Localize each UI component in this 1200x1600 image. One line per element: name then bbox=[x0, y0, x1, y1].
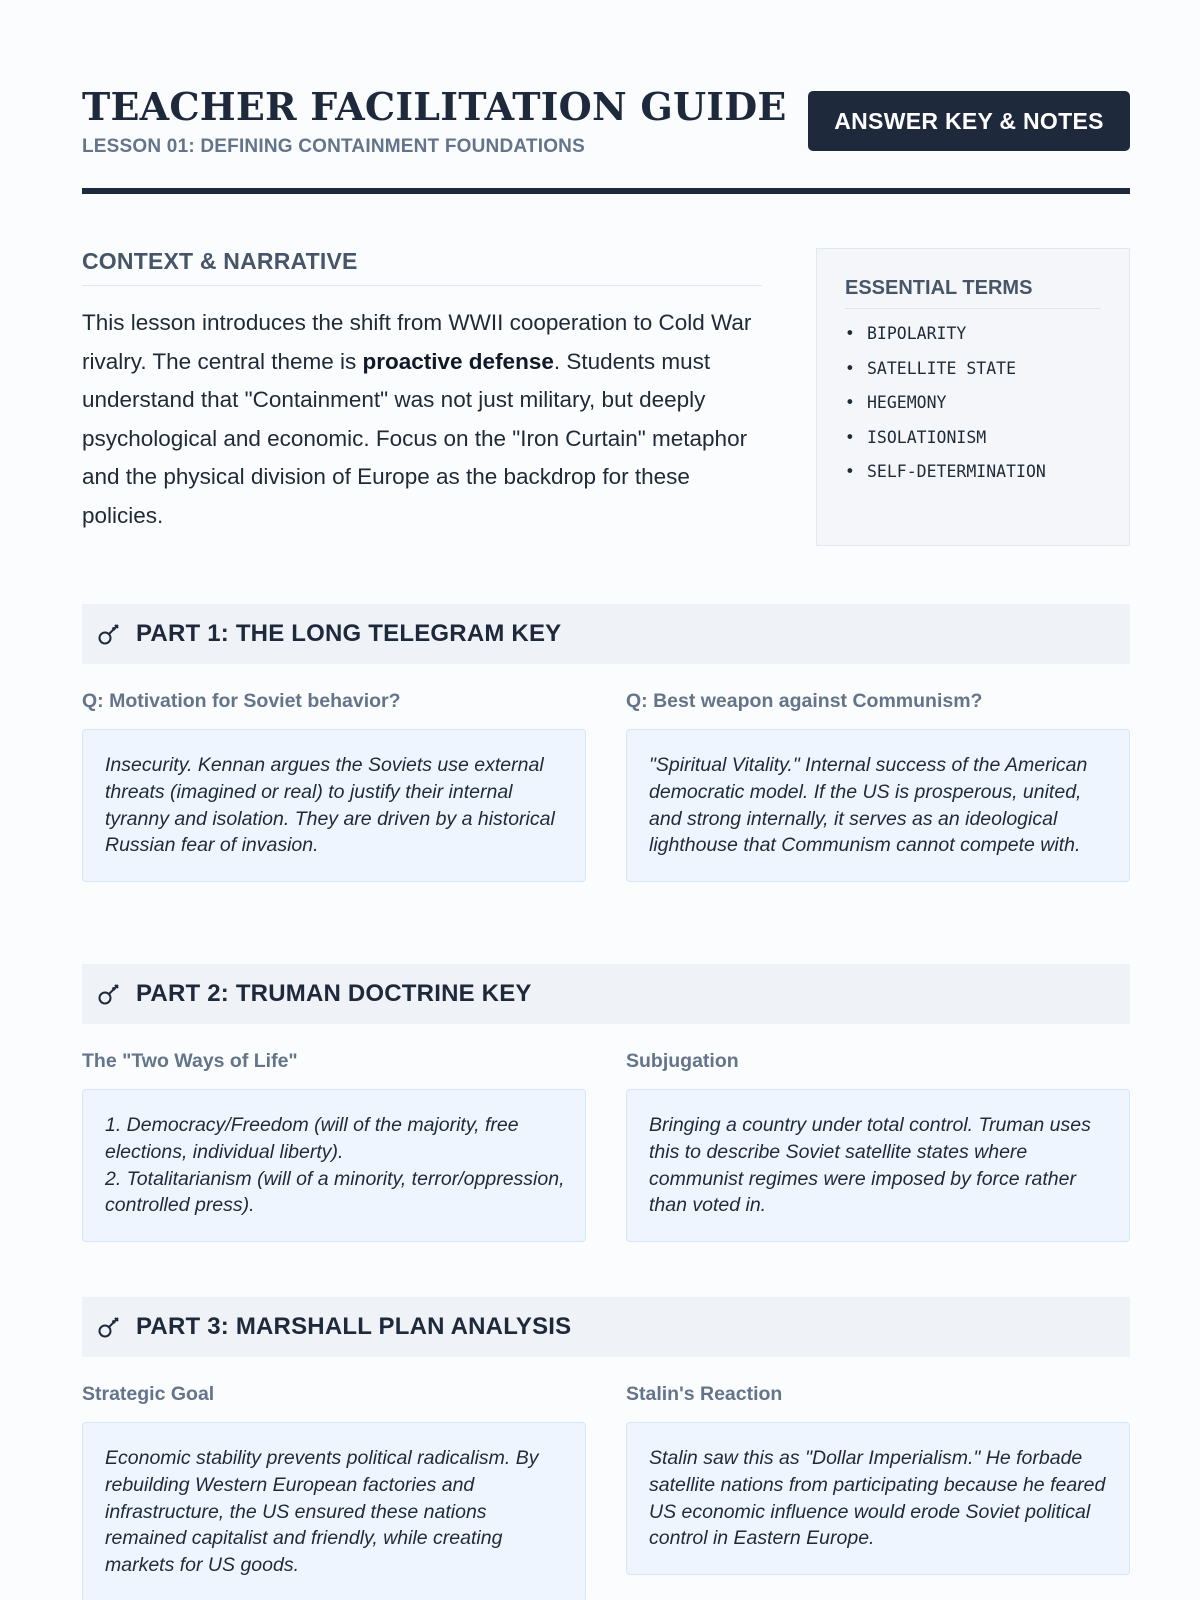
context-text-rest: . Students must understand that "Containment" was not just military, but deeply psychological and economic. Focus on the "Iron Curtain" metaphor and the physical division of Europe as the backdrop for these policies. bbox=[82, 348, 748, 528]
part-2-left-column bbox=[82, 1050, 586, 1242]
answer-box: "Spiritual Vitality." Internal success of the American democratic model. If the US is prosperous, united, and strong internally, it serves as an ideological lighthouse that Communism cannot compete with. bbox=[626, 729, 1130, 882]
term-item: • ISOLATIONISM bbox=[845, 421, 1101, 456]
part-1-title: PART 1: THE LONG TELEGRAM KEY bbox=[136, 620, 562, 647]
answer-key-badge: ANSWER KEY & NOTES bbox=[808, 91, 1130, 151]
part-2-header bbox=[82, 964, 1130, 1024]
part-2-title: PART 2: TRUMAN DOCTRINE KEY bbox=[136, 980, 532, 1007]
part-1-section bbox=[82, 604, 1130, 857]
key-icon bbox=[96, 1314, 122, 1340]
part-1-right-column bbox=[626, 690, 1130, 882]
term-item: • SELF-DETERMINATION bbox=[845, 455, 1101, 490]
question-label: The "Two Ways of Life" bbox=[82, 1050, 298, 1072]
question-label: Subjugation bbox=[626, 1050, 739, 1072]
part-3-left-column bbox=[82, 1383, 586, 1600]
essential-terms-box bbox=[816, 248, 1130, 546]
answer-line: 1. Democracy/Freedom (will of the majority, free elections, individual liberty). bbox=[105, 1114, 519, 1163]
page-title: TEACHER FACILITATION GUIDE bbox=[82, 84, 787, 129]
part-3-section bbox=[82, 1297, 1130, 1577]
part-3-header bbox=[82, 1297, 1130, 1357]
answer-box: Insecurity. Kennan argues the Soviets use external threats (imagined or real) to justify their internal tyranny and isolation. They are driven by a historical Russian fear of invasion. bbox=[82, 729, 586, 882]
answer-box: Bringing a country under total control. Truman uses this to describe Soviet satellite states where communist regimes were imposed by force rather than voted in. bbox=[626, 1089, 1130, 1242]
part-1-header bbox=[82, 604, 1130, 664]
context-text bbox=[82, 304, 762, 535]
context-heading: CONTEXT & NARRATIVE bbox=[82, 248, 762, 286]
question-label: Q: Motivation for Soviet behavior? bbox=[82, 690, 401, 712]
part-2-right-column bbox=[626, 1050, 1130, 1242]
part-3-right-column bbox=[626, 1383, 1130, 1575]
part-1-left-column bbox=[82, 690, 586, 882]
header-divider bbox=[82, 188, 1130, 194]
context-text-intro: This lesson introduces the shift from WWII cooperation to Cold War rivalry. The central theme is bbox=[82, 310, 752, 374]
answer-box bbox=[82, 1089, 586, 1242]
term-item: • SATELLITE STATE bbox=[845, 352, 1101, 387]
lesson-subtitle: LESSON 01: DEFINING CONTAINMENT FOUNDATIONS bbox=[82, 136, 585, 157]
context-text-emphasis: proactive defense bbox=[362, 348, 554, 374]
key-icon bbox=[96, 621, 122, 647]
context-section bbox=[82, 248, 762, 535]
answer-box: Stalin saw this as "Dollar Imperialism." He forbade satellite nations from participating because he feared US economic influence would erode Soviet political control in Eastern Europe. bbox=[626, 1422, 1130, 1575]
term-item: • BIPOLARITY bbox=[845, 317, 1101, 352]
key-icon bbox=[96, 981, 122, 1007]
terms-list bbox=[845, 317, 1101, 490]
part-2-section bbox=[82, 964, 1130, 1217]
terms-heading: ESSENTIAL TERMS bbox=[845, 277, 1101, 309]
answer-line: 2. Totalitarianism (will of a minority, terror/oppression, controlled press). bbox=[105, 1167, 565, 1217]
term-item: • HEGEMONY bbox=[845, 386, 1101, 421]
question-label: Stalin's Reaction bbox=[626, 1383, 783, 1405]
answer-box: Economic stability prevents political radicalism. By rebuilding Western European factories and infrastructure, the US ensured these nations remained capitalist and friendly, while creating markets for US goods. bbox=[82, 1422, 586, 1600]
part-3-title: PART 3: MARSHALL PLAN ANALYSIS bbox=[136, 1313, 572, 1340]
question-label: Q: Best weapon against Communism? bbox=[626, 690, 983, 712]
page-header bbox=[82, 84, 1130, 194]
question-label: Strategic Goal bbox=[82, 1383, 215, 1405]
